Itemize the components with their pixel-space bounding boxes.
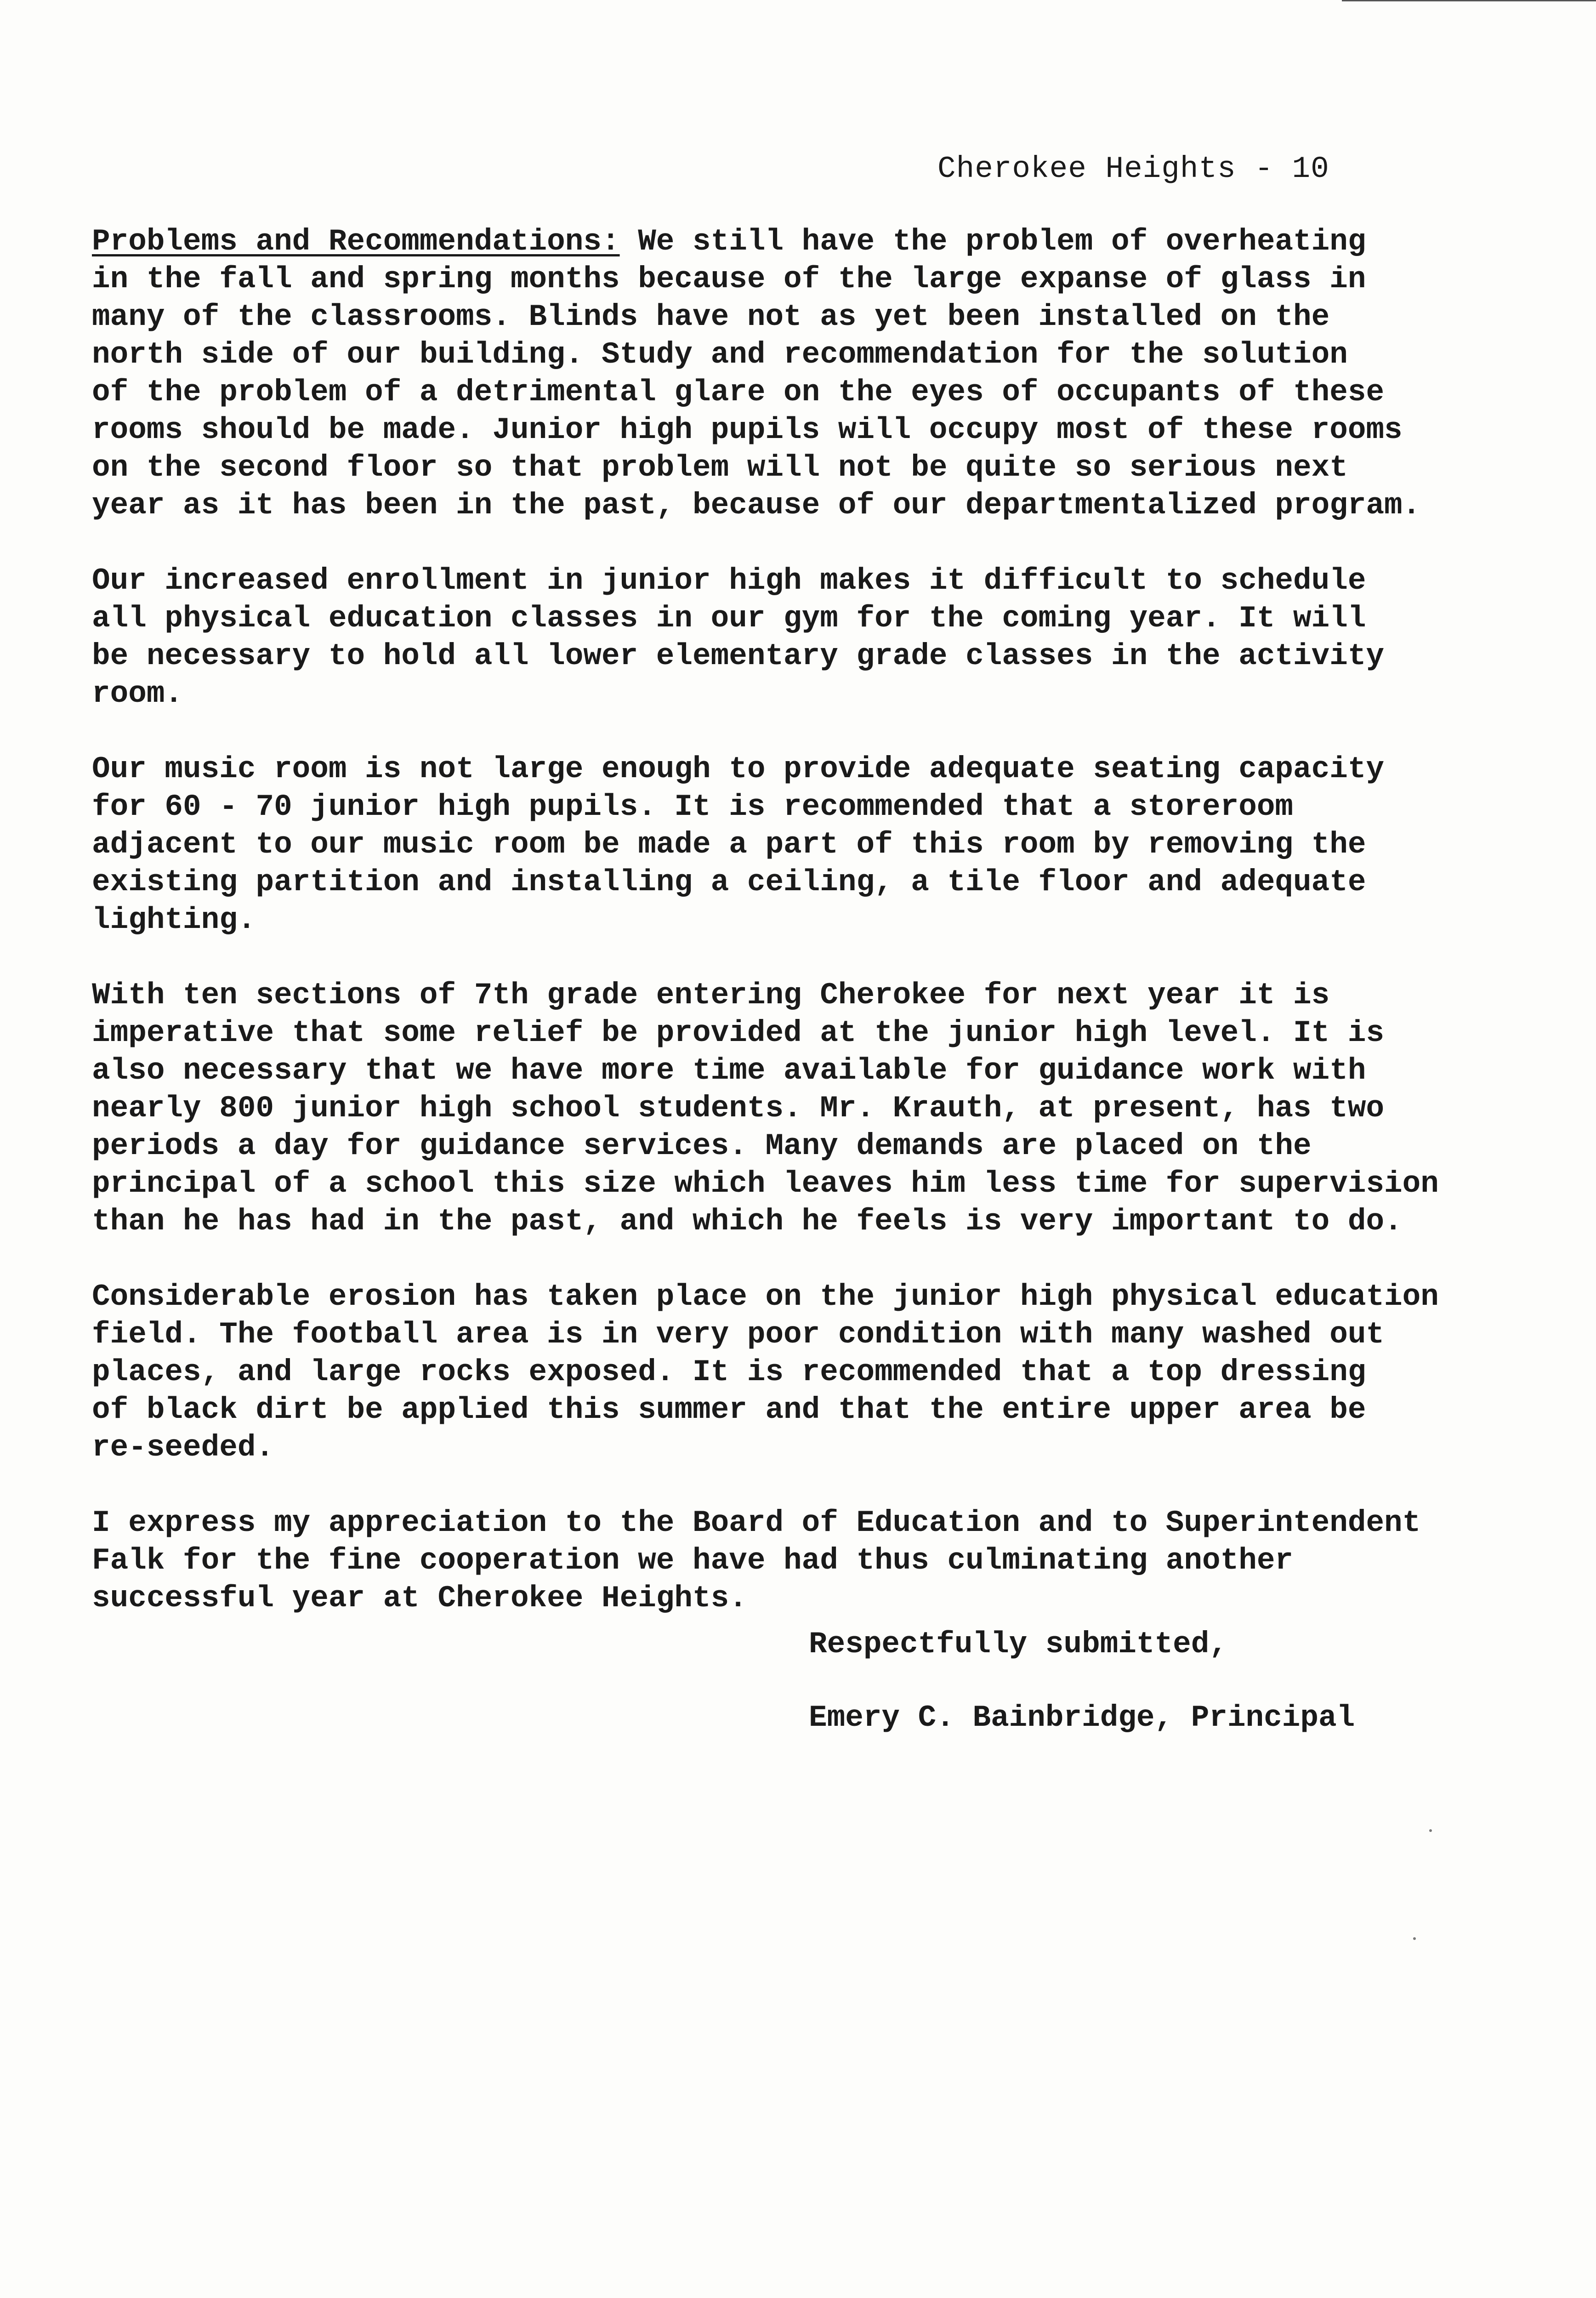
page-header: Cherokee Heights - 10 <box>937 152 1329 186</box>
signature-line: Emery C. Bainbridge, Principal <box>809 1701 1355 1735</box>
paper-speck <box>1429 1829 1432 1832</box>
text-line: in the fall and spring months because of the large expanse of glass in <box>92 262 1366 296</box>
text-line: periods a day for guidance services. Many demands are placed on the <box>92 1129 1312 1163</box>
text-line: With ten sections of 7th grade entering Cherokee for next year it is <box>92 978 1330 1012</box>
text-line: successful year at Cherokee Heights. <box>92 1581 747 1615</box>
paragraph-appreciation <box>92 1504 1471 1617</box>
text-line: than he has had in the past, and which he feels is very important to do. <box>92 1204 1403 1239</box>
text-line: field. The football area is in very poor condition with many washed out <box>92 1317 1385 1352</box>
text-line: many of the classrooms. Blinds have not as yet been installed on the <box>92 300 1330 334</box>
text-line: Our increased enrollment in junior high makes it difficult to schedule <box>92 563 1366 598</box>
text-line: places, and large rocks exposed. It is recommended that a top dressing <box>92 1355 1366 1389</box>
paragraph-enrollment <box>92 562 1471 713</box>
top-edge-line <box>1342 0 1596 1</box>
text-line: of the problem of a detrimental glare on the eyes of occupants of these <box>92 375 1385 410</box>
text-line: re-seeded. <box>92 1430 274 1465</box>
text-line: on the second floor so that problem will not be quite so serious next <box>92 450 1348 485</box>
text-line: Our music room is not large enough to provide adequate seating capacity <box>92 752 1385 786</box>
text-line: principal of a school this size which leaves him less time for supervision <box>92 1166 1439 1201</box>
paragraph-music-room <box>92 751 1471 939</box>
text-line: all physical education classes in our gym for the coming year. It will <box>92 601 1366 636</box>
text-line: of black dirt be applied this summer and that the entire upper area be <box>92 1393 1366 1427</box>
paragraph-seventh-grade <box>92 977 1471 1240</box>
text-line: Considerable erosion has taken place on the junior high physical education <box>92 1280 1439 1314</box>
text-line: Falk for the fine cooperation we have had thus culminating another <box>92 1543 1294 1578</box>
text-line: I express my appreciation to the Board of Education and to Superintendent <box>92 1506 1421 1540</box>
text-line: rooms should be made. Junior high pupils will occupy most of these rooms <box>92 413 1403 447</box>
text-line: for 60 - 70 junior high pupils. It is recommended that a storeroom <box>92 790 1294 824</box>
text-line: nearly 800 junior high school students. Mr. Krauth, at present, has two <box>92 1091 1385 1126</box>
text-line: Problems and Recommendations: We still have the problem of overheating <box>92 224 1366 259</box>
text-line: existing partition and installing a ceiling, a tile floor and adequate <box>92 865 1366 899</box>
paper-speck <box>1413 1937 1416 1940</box>
text-line: north side of our building. Study and recommendation for the solution <box>92 337 1348 372</box>
paragraph-erosion <box>92 1278 1471 1467</box>
section-heading: Problems and Recommendations: <box>92 224 620 259</box>
text-line: lighting. <box>92 903 256 937</box>
text-line: year as it has been in the past, because of our departmentalized program. <box>92 488 1421 523</box>
text-line: also necessary that we have more time available for guidance work with <box>92 1053 1366 1088</box>
text-line: be necessary to hold all lower elementary grade classes in the activity <box>92 639 1385 673</box>
closing-salutation: Respectfully submitted, <box>809 1627 1227 1661</box>
text-line: imperative that some relief be provided at the junior high level. It is <box>92 1016 1385 1050</box>
text-line: adjacent to our music room be made a part of this room by removing the <box>92 827 1366 862</box>
text-line: room. <box>92 677 183 711</box>
report-body <box>92 223 1471 1655</box>
paragraph-problems <box>92 223 1471 524</box>
